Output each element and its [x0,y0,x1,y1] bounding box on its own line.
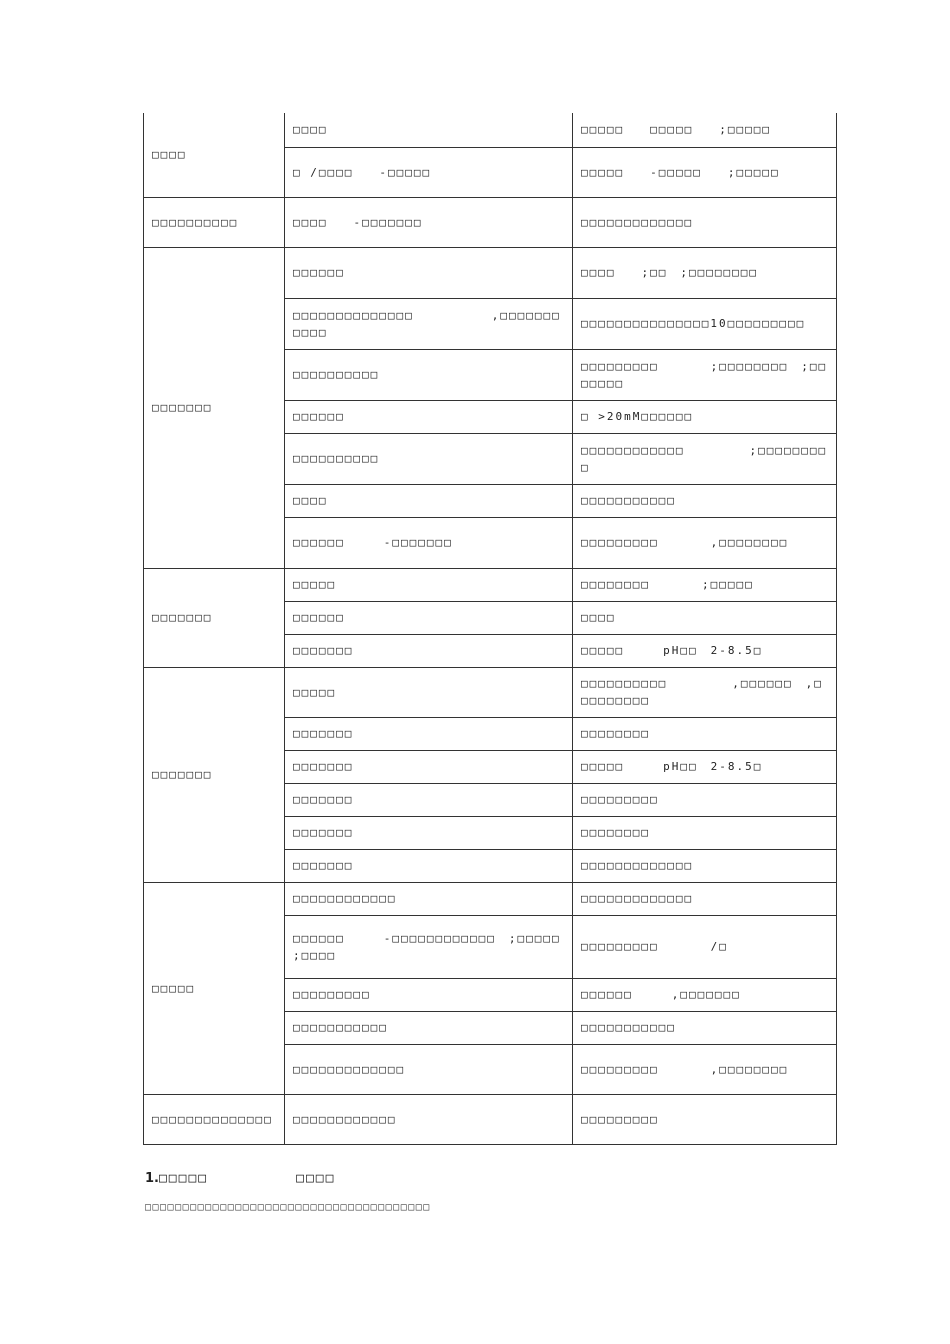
item-cell: □□□□□□□□□□□□□□ ,□□□□□□□□□□□ [285,298,573,349]
description-cell: □□□□□□□□ [573,816,837,849]
description-cell: □□□□□□□□□ [573,1094,837,1144]
item-cell: □□□□□□□ [285,783,573,816]
item-cell: □□□□□ [285,568,573,601]
section-title-part2: □□□□ [296,1171,336,1186]
section-number: 1. [145,1171,159,1186]
description-cell: □□□□□□□□□ ,□□□□□□□□ [573,1044,837,1094]
description-cell: □□□□□□□□□□□ [573,1011,837,1044]
item-cell: □□□□□□ -□□□□□□□□□□□□ ;□□□□□ ;□□□□ [285,915,573,978]
description-cell: □□□□□ -□□□□□ ;□□□□□ [573,147,837,197]
description-cell: □□□□□ □□□□□ ;□□□□□ [573,113,837,147]
description-cell: □□□□□ pH□□ 2-8.5□ [573,750,837,783]
section-paragraph: □□□□□□□□□□□□□□□□□□□□□□□□□□□□□□□□□□□□□□ [145,1202,431,1213]
item-cell: □□□□□□□□□□□□ [285,1094,573,1144]
description-cell: □□□□□□□□□ /□ [573,915,837,978]
description-cell: □□□□□□□□□ ,□□□□□□□□ [573,517,837,568]
description-cell: □□□□□□□□□□ ,□□□□□□ ,□□□□□□□□□ [573,667,837,717]
description-cell: □□□□ [573,601,837,634]
item-cell: □□□□□□ -□□□□□□□ [285,517,573,568]
table-row [144,882,837,915]
description-cell: □□□□□□□□□□□□□ [573,197,837,247]
item-cell: □□□□□□□ [285,849,573,882]
table-row [144,568,837,601]
category-cell: □□□□ [144,113,285,197]
table-row [144,1094,837,1144]
item-cell: □□□□□ [285,667,573,717]
section-title-part1: □□□□□ [158,1171,209,1186]
description-cell: □ >20mM□□□□□□ [573,400,837,433]
item-cell: □□□□□□□ [285,816,573,849]
category-cell: □□□□□□□□□□□□□□ [144,1094,285,1144]
table-row [144,113,837,147]
category-cell: □□□□□□□ [144,247,285,568]
description-cell: □□□□□□□□□ ;□□□□□□□□ ;□□□□□□□ [573,349,837,400]
item-cell: □□□□□□□□□ [285,978,573,1011]
item-cell: □□□□□□□ [285,750,573,783]
item-cell: □□□□□□□□□□ [285,349,573,400]
description-cell: □□□□□□□□ ;□□□□□ [573,568,837,601]
item-cell: □□□□□□ [285,601,573,634]
item-cell: □ /□□□□ -□□□□□ [285,147,573,197]
specification-table [143,113,837,1145]
description-cell: □□□□□□□□□□□□□ [573,882,837,915]
item-cell: □□□□□□□□□□□□□ [285,1044,573,1094]
description-cell: □□□□□□□□□□□□□ [573,849,837,882]
description-cell: □□□□□□□□□□□ [573,484,837,517]
category-cell: □□□□□□□□□□ [144,197,285,247]
description-cell: □□□□□□□□□ [573,783,837,816]
table-row [144,197,837,247]
item-cell: □□□□ -□□□□□□□ [285,197,573,247]
table-row [144,247,837,298]
description-cell: □□□□ ;□□ ;□□□□□□□□ [573,247,837,298]
description-cell: □□□□□ pH□□ 2-8.5□ [573,634,837,667]
description-cell: □□□□□□□□ [573,717,837,750]
item-cell: □□□□ [285,113,573,147]
category-cell: □□□□□□□ [144,568,285,667]
item-cell: □□□□ [285,484,573,517]
item-cell: □□□□□□□ [285,717,573,750]
table-row [144,667,837,717]
description-cell: □□□□□□ ,□□□□□□□ [573,978,837,1011]
item-cell: □□□□□□□□□□□ [285,1011,573,1044]
item-cell: □□□□□□ [285,400,573,433]
item-cell: □□□□□□□□□□ [285,433,573,484]
item-cell: □□□□□□□ [285,634,573,667]
description-cell: □□□□□□□□□□□□□□□10□□□□□□□□□ [573,298,837,349]
item-cell: □□□□□□ [285,247,573,298]
category-cell: □□□□□ [144,882,285,1094]
item-cell: □□□□□□□□□□□□ [285,882,573,915]
category-cell: □□□□□□□ [144,667,285,882]
description-cell: □□□□□□□□□□□□ ;□□□□□□□□□ [573,433,837,484]
section-heading [145,1171,335,1186]
